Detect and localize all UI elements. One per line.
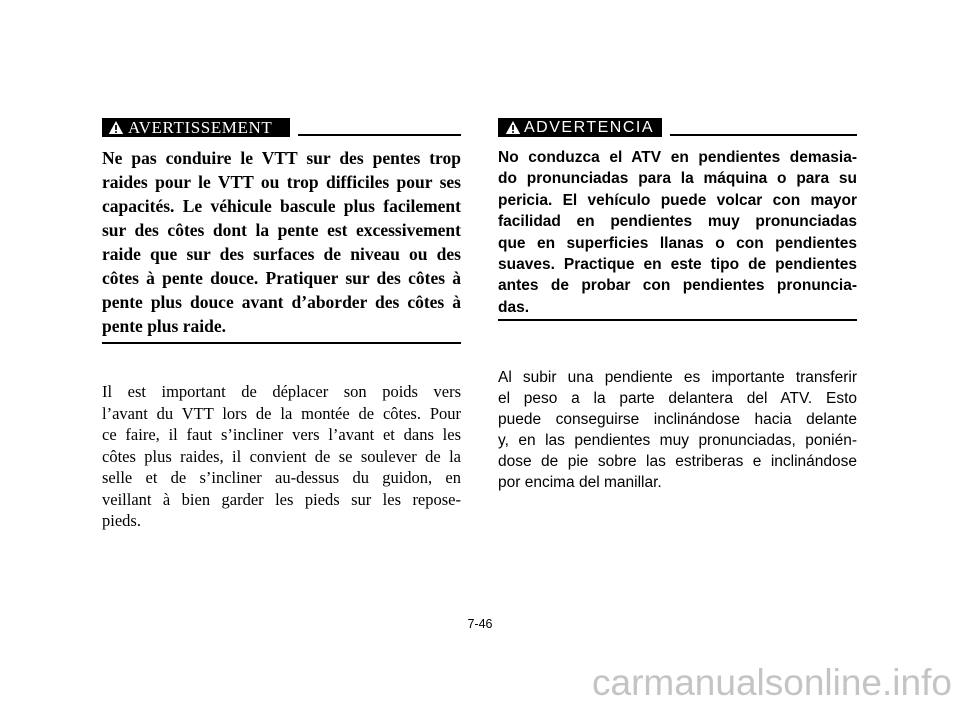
spanish-warning-line: suaves. Practique en este tipo de pendientes xyxy=(498,256,857,274)
spanish-warning-line: antes de probar con pendientes pronuncia- xyxy=(498,277,857,295)
french-body-line: l’avant du VTT lors de la montée de côtes. Pour xyxy=(102,403,461,423)
warning-triangle-icon xyxy=(108,120,124,135)
french-body-line: veillant à bien garder les pieds sur les repose- xyxy=(102,489,461,509)
spanish-warning-line: do pronunciadas para la máquina o para su xyxy=(498,170,857,188)
french-warning-line: pente plus raide. xyxy=(102,316,226,336)
french-warning-line: pente plus douce avant d’aborder des côtes à xyxy=(102,292,461,312)
french-warning-line: capacités. Le véhicule bascule plus facilement xyxy=(102,196,461,216)
spanish-warning-badge xyxy=(498,118,662,137)
spanish-warning-bottom-rule xyxy=(498,319,857,321)
french-body-line: selle et de s’incliner au-dessus du guidon, en xyxy=(102,468,461,487)
page-number: 7-46 xyxy=(467,617,493,631)
watermark: carmanualsonline.info xyxy=(592,662,952,703)
spanish-warning-line: que en superficies llanas o con pendientes xyxy=(498,234,857,252)
spanish-body-paragraph xyxy=(498,367,857,494)
french-body-line: côtes plus raides, il convient de se soulever de la xyxy=(102,446,461,466)
spanish-body-line: puede conseguirse inclinándose hacia delante xyxy=(498,411,857,429)
spanish-warning-top-rule xyxy=(670,134,857,136)
french-body-line: ce faire, il faut s’incliner vers l’avant et dans les xyxy=(102,425,461,444)
french-warning-badge xyxy=(102,118,290,137)
spanish-warning-line: pericia. El vehículo puede volcar con mayor xyxy=(498,191,857,209)
french-body-line: Il est important de déplacer son poids vers xyxy=(102,382,461,401)
french-warning-label: AVERTISSEMENT xyxy=(128,118,273,137)
warning-triangle-icon xyxy=(505,120,521,135)
spanish-body-line: dose de pie sobre las estriberas e inclinándose xyxy=(498,453,857,471)
french-warning-bottom-rule xyxy=(102,342,461,344)
french-warning-text xyxy=(102,146,461,338)
spanish-body-line: Al subir una pendiente es importante transferir xyxy=(498,369,857,386)
spanish-warning-label: ADVERTENCIA xyxy=(524,119,655,136)
french-warning-line: côtes à pente douce. Pratiquer sur des côtes à xyxy=(102,268,461,288)
spanish-body-line: por encima del manillar. xyxy=(498,474,662,492)
french-warning-line: raide que sur des surfaces de niveau ou des xyxy=(102,244,461,264)
french-warning-line: raides pour le VTT ou trop difficiles pour ses xyxy=(102,172,461,192)
french-warning-line: Ne pas conduire le VTT sur des pentes trop xyxy=(102,148,461,168)
french-body-line: pieds. xyxy=(102,511,141,530)
spanish-body-line: el peso a la parte delantera del ATV. Esto xyxy=(498,390,857,408)
french-warning-line: sur des côtes dont la pente est excessivement xyxy=(102,220,461,240)
spanish-warning-line: No conduzca el ATV en pendientes demasia- xyxy=(498,149,857,166)
french-warning-top-rule xyxy=(298,134,461,136)
spanish-body-line: y, en las pendientes muy pronunciadas, ponién- xyxy=(498,432,857,450)
spanish-warning-line: das. xyxy=(498,298,530,316)
spanish-warning-line: facilidad en pendientes muy pronunciadas xyxy=(498,213,857,231)
spanish-warning-text xyxy=(498,147,857,318)
french-body-paragraph xyxy=(102,381,461,532)
